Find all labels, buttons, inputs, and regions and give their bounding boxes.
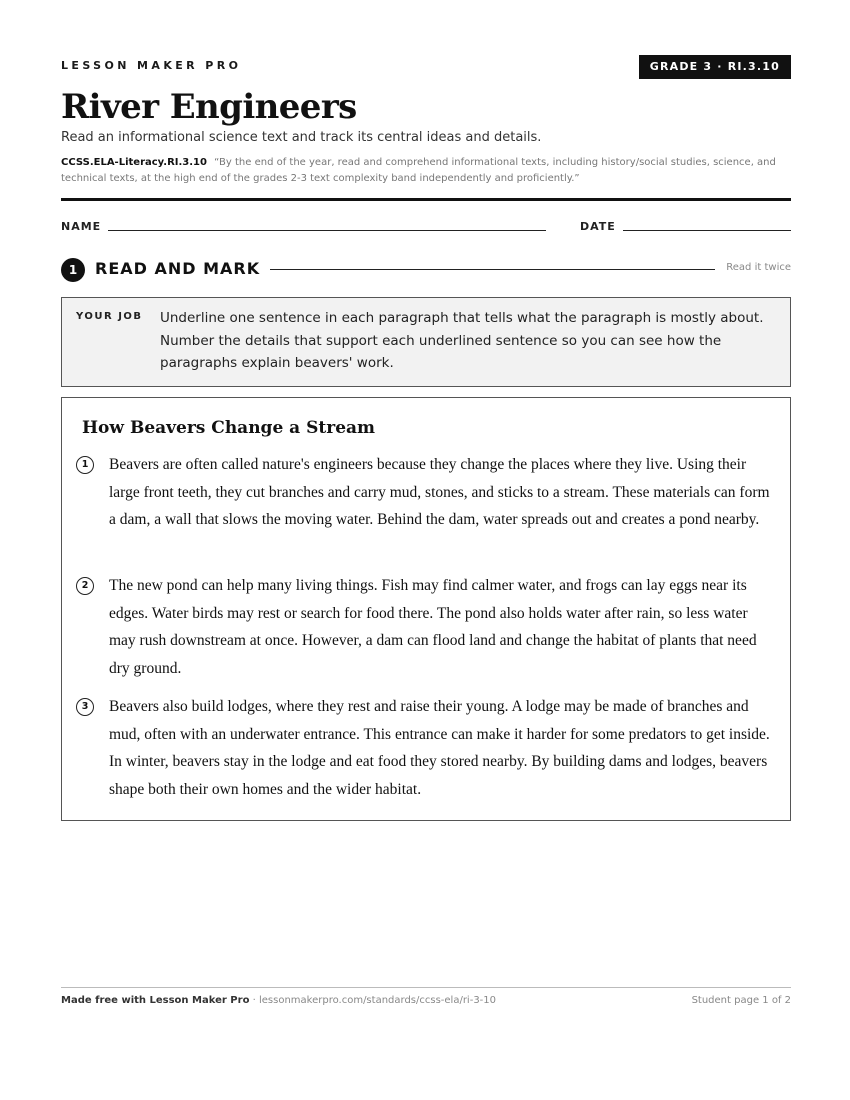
your-job-label: YOUR JOB — [76, 311, 143, 322]
paragraph-text: Beavers are often called nature's engineers because they change the places where they live. Using their large front teeth, they cut branches and carry mud, stones, and sticks to a stream. These materials can form a dam, a wall that slows the moving water. Behind the dam, water spreads out and creates a pond nearby. — [109, 456, 770, 528]
worksheet-page — [61, 0, 791, 1100]
name-label: NAME — [61, 220, 102, 233]
footer-credit — [61, 995, 496, 1006]
paragraph-number: 1 — [76, 456, 94, 474]
passage-title: How Beavers Change a Stream — [82, 418, 376, 438]
footer-divider — [61, 987, 791, 988]
paragraph-text: The new pond can help many living things. Fish may find calmer water, and frogs can lay eggs near its edges. Water birds may rest or search for food there. The pond also holds water after rain, so less water may rush downstream at once. However, a dam can flood land and change the habitat of plants that need dry ground. — [109, 577, 757, 677]
paragraph-number: 3 — [76, 698, 94, 716]
your-job-box — [61, 297, 791, 387]
standard-code: CCSS.ELA-Literacy.RI.3.10 — [61, 157, 207, 168]
date-label: DATE — [580, 220, 616, 233]
name-field[interactable] — [108, 230, 546, 231]
paragraph-text: Beavers also build lodges, where they rest and raise their young. A lodge may be made of branches and mud, often with an underwater entrance. This entrance can make it harder for some predators to get inside. In winter, beavers stay in the lodge and eat food they stored nearby. By building dams and lodges, beavers shape both their own homes and the wider habitat. — [109, 698, 770, 798]
grade-badge: GRADE 3 · RI.3.10 — [639, 55, 791, 79]
your-job-instructions: Underline one sentence in each paragraph that tells what the paragraph is mostly about. Number the details that support each underlined sentence so you can see how the paragraphs explain beavers' work. — [160, 310, 764, 371]
header-divider — [61, 198, 791, 201]
footer-link[interactable]: · lessonmakerpro.com/standards/ccss-ela/ri-3-10 — [249, 995, 497, 1006]
reading-passage — [61, 397, 791, 821]
section-note: Read it twice — [726, 262, 791, 273]
page-subtitle: Read an informational science text and track its central ideas and details. — [61, 130, 542, 145]
date-field[interactable] — [623, 230, 791, 231]
top-bar — [61, 55, 791, 79]
page-title: River Engineers — [61, 87, 357, 127]
section-divider — [270, 269, 715, 270]
page-indicator: Student page 1 of 2 — [691, 995, 791, 1006]
standard-description — [61, 155, 781, 187]
section-number-badge: 1 — [61, 258, 85, 282]
footer-brand: Made free with Lesson Maker Pro — [61, 995, 250, 1006]
brand-name: LESSON MAKER PRO — [61, 59, 242, 72]
standard-text: “By the end of the year, read and comprehend informational texts, including history/social studies, science, and technical texts, at the high end of the grades 2-3 text complexity band independently and proficiently.” — [61, 157, 776, 184]
paragraph-number: 2 — [76, 577, 94, 595]
section-title: READ AND MARK — [95, 259, 261, 278]
